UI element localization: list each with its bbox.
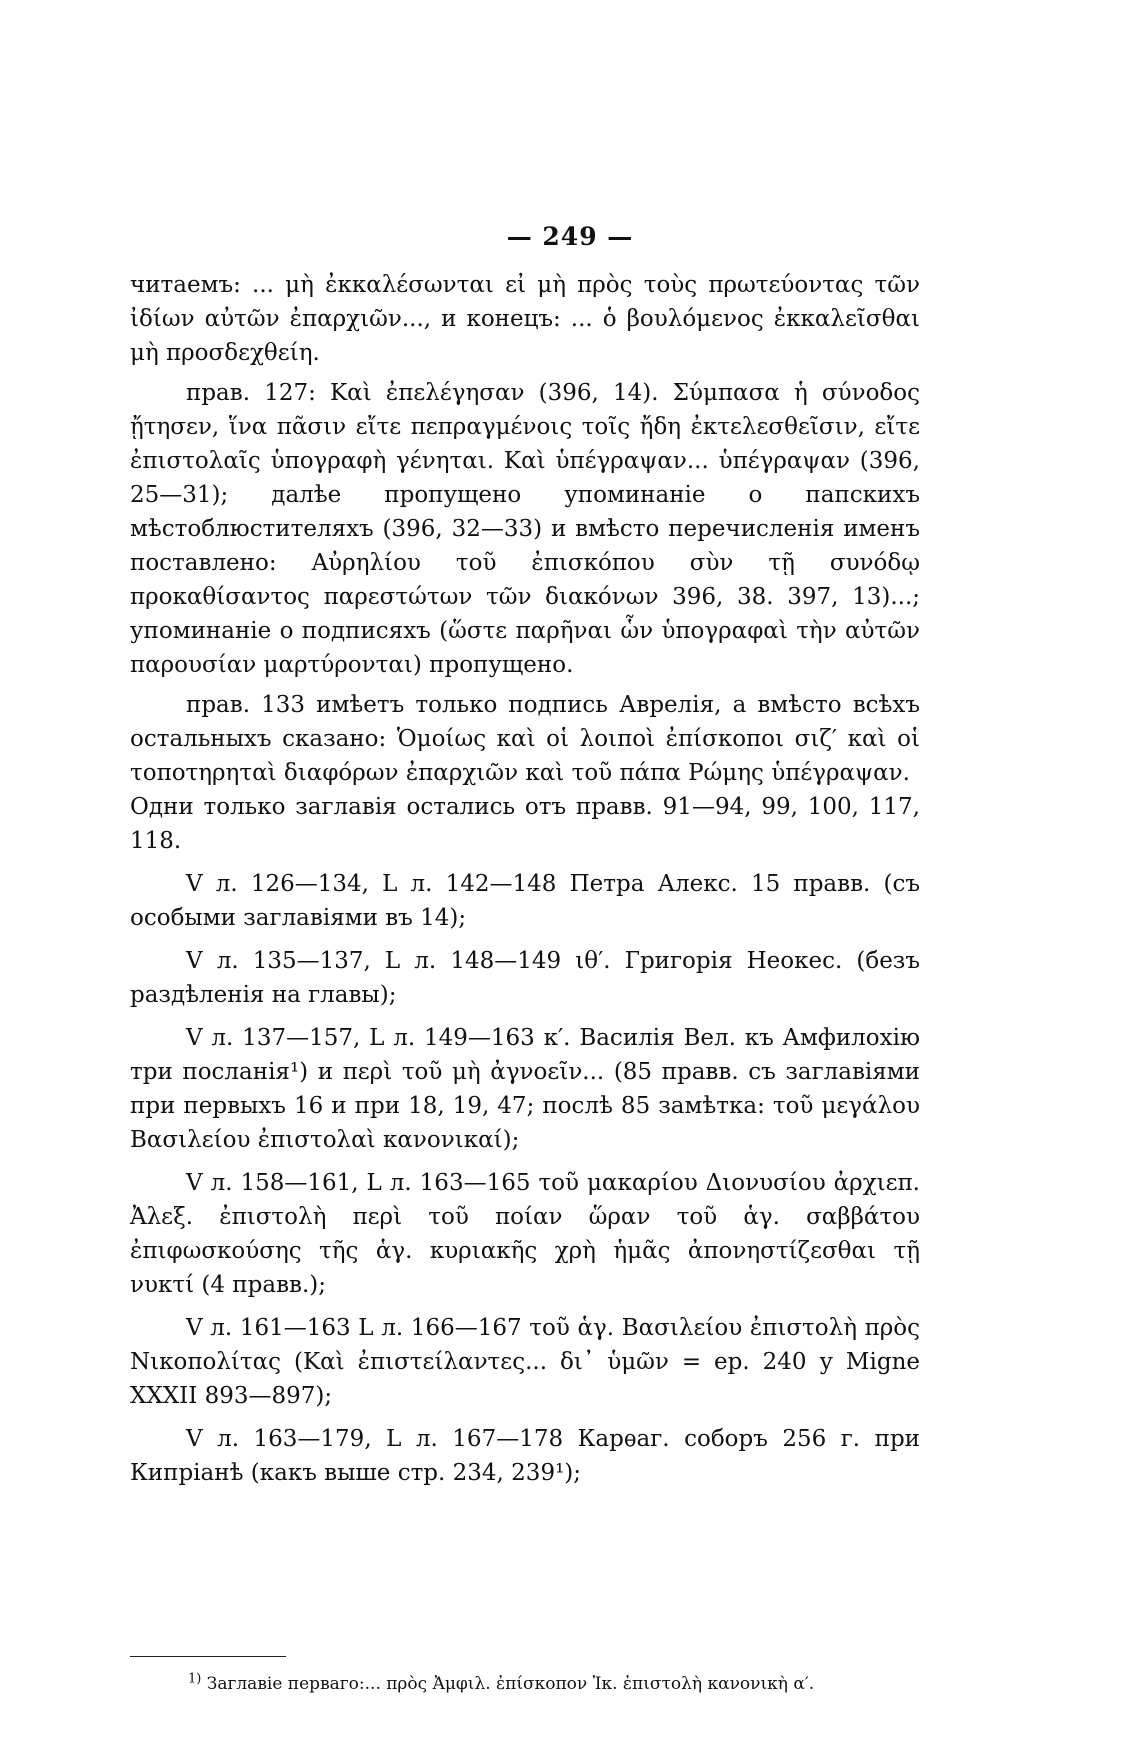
main-text xyxy=(130,268,920,1490)
page-number: — 249 — xyxy=(506,222,634,251)
footnote-mark: 1) xyxy=(188,1671,202,1687)
list-entry-basil: V л. 137—157, L л. 149—163 κ′. Василія Вел. къ Амфилохію три посланія¹) и περὶ τοῦ μὴ ἀγνοεῖν... (85 правв. съ заглавіями при первыхъ 16 и при 18, 19, 47; послѣ 85 замѣтка: τοῦ μεγάλου Βασιλείου ἐπιστολαὶ κανονικαί); xyxy=(130,1025,920,1153)
list-entry-basil-nicopolis: V л. 161—163 L л. 166—167 τοῦ ἁγ. Βασιλείου ἐπιστολὴ πρὸς Νικοπολίτας (Καὶ ἐπιστείλαντες... δι᾽ ὑμῶν = ер. 240 у Migne XXXII 893—897); xyxy=(130,1315,920,1409)
list-entry-carthage: V л. 163—179, L л. 167—178 Карѳаг. соборъ 256 г. при Кипріанѣ (какъ выше стр. 234, 239¹); xyxy=(130,1426,920,1486)
list-entry-gregory: V л. 135—137, L л. 148—149 ιθ′. Григорія Неокес. (безъ раздѣленія на главы); xyxy=(130,948,920,1008)
footnote-divider xyxy=(130,1656,286,1657)
paragraph-continuation: читаемъ: ... μὴ ἐκκαλέσωνται εἰ μὴ πρὸς τοὺς πρωτεύοντας τῶν ἰδίων αὐτῶν ἐπαρχιῶν..., и конецъ: ... ὁ βουλόμενος ἐκκαλεῖσθαι μὴ προσδεχθείη. xyxy=(130,272,920,366)
paragraph-rule-127: прав. 127: Καὶ ἐπελέγησαν (396, 14). Σύμπασα ἡ σύνοδος ᾔτησεν, ἵνα πᾶσιν εἴτε πεπραγμένοις τοῖς ἤδη ἐκτελεσθεῖσιν, εἴτε ἐπιστολαῖς ὑπογραφὴ γένηται. Καὶ ὑπέγραψαν... ὑπέγραψαν (396, 25—31); далѣе пропущено упоминаніе о папскихъ мѣстоблюстителяхъ (396, 32—33) и вмѣсто перечисленія именъ поставлено: Αὐρηλίου τοῦ ἐπισκόπου σὺν τῇ συνόδῳ προκαθίσαντος παρεστώτων τῶν διακόνων 396, 38. 397, 13)...; упоминаніе о подписяхъ (ὥστε παρῆναι ὧν ὑπογραφαὶ τὴν αὐτῶν παρουσίαν μαρτύρονται) пропущено. xyxy=(130,380,920,678)
paragraph-titles-only: Одни только заглавія остались отъ правв. 91—94, 99, 100, 117, 118. xyxy=(130,794,920,854)
list-entry-peter: V л. 126—134, L л. 142—148 Петра Алекс. 15 правв. (съ особыми заглавіями въ 14); xyxy=(130,871,920,931)
footnote xyxy=(188,1672,928,1696)
footnote-text: Заглавіе перваго:... πρὸς Ἀμφιλ. ἐπίσκοπον Ἰκ. ἐπιστολὴ κανονικὴ α′. xyxy=(206,1674,815,1694)
paragraph-rule-133: прав. 133 имѣетъ только подпись Аврелія, а вмѣсто всѣхъ остальныхъ сказано: Ὁμοίως καὶ οἱ λοιποὶ ἐπίσκοποι σιζ′ καὶ οἱ τοποτηρηταὶ διαφόρων ἐπαρχιῶν καὶ τοῦ πάπα Ρώμης ὑπέγραψαν. xyxy=(130,692,920,786)
list-entry-dionysius: V л. 158—161, L л. 163—165 τοῦ μακαρίου Διονυσίου ἀρχιεπ. Ἀλεξ. ἐπιστολὴ περὶ τοῦ ποίαν ὥραν τοῦ ἁγ. σαββάτου ἐπιφωσκούσης τῆς ἁγ. κυριακῆς χρὴ ἡμᾶς ἀπονηστίζεσθαι τῇ νυκτί (4 правв.); xyxy=(130,1170,920,1298)
